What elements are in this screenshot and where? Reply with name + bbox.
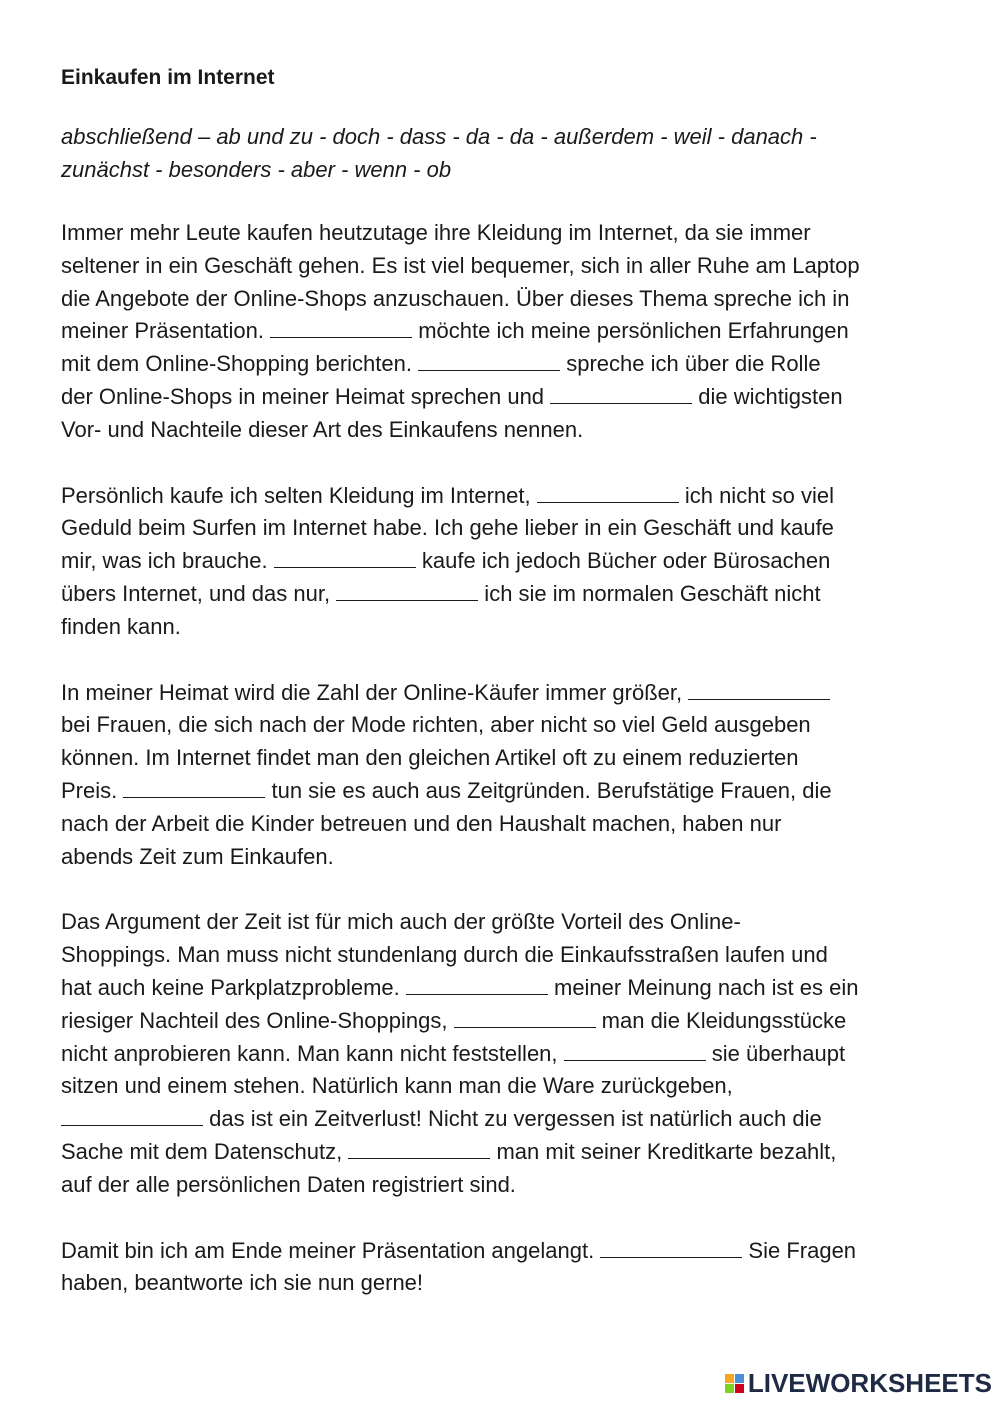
text-segment: Immer mehr Leute kaufen heutzutage ihre Kleidung im Internet, da sie immer xyxy=(61,220,811,245)
text-segment: Persönlich kaufe ich selten Kleidung im Internet, xyxy=(61,482,537,508)
text-segment: sitzen und einem stehen. Natürlich kann man die Ware zurückgeben, xyxy=(61,1073,733,1099)
gap-fill-blank[interactable] xyxy=(270,317,412,338)
text-line xyxy=(61,250,951,283)
text-line xyxy=(61,742,951,775)
logo-text: LIVEWORKSHEETS xyxy=(747,1368,992,1398)
worksheet-title: Einkaufen im Internet xyxy=(61,66,275,89)
word-bank-line: zunächst - besonders - aber - wenn - ob xyxy=(61,157,452,182)
text-segment: mir, was ich brauche. xyxy=(61,548,274,574)
text-line xyxy=(61,1103,951,1136)
text-segment: möchte ich meine persönlichen Erfahrungen xyxy=(412,318,849,344)
text-line xyxy=(61,972,951,1005)
text-segment: ich nicht so viel xyxy=(678,482,835,508)
text-line xyxy=(61,578,951,611)
text-line xyxy=(61,1070,951,1103)
text-line xyxy=(61,841,951,874)
text-line xyxy=(61,1005,951,1038)
logo-grid-icon xyxy=(725,1374,744,1393)
text-segment: das ist ein Zeitverlust! Nicht zu vergessen ist natürlich auch die xyxy=(203,1106,822,1132)
text-segment: meiner Präsentation. xyxy=(61,318,271,344)
text-segment: abends Zeit zum Einkaufen. xyxy=(61,843,334,869)
text-line xyxy=(61,1169,951,1202)
text-segment: man die Kleidungsstücke xyxy=(595,1007,847,1033)
text-segment: riesiger Nachteil des Online-Shoppings, xyxy=(61,1007,454,1033)
text-segment: seltener in ein Geschäft gehen. Es ist viel bequemer, sich in aller Ruhe am Laptop xyxy=(61,252,860,278)
text-line xyxy=(61,775,951,808)
text-line xyxy=(61,348,951,381)
text-segment: übers Internet, und das nur, xyxy=(61,580,337,606)
text-segment: finden kann. xyxy=(61,613,181,639)
text-segment: Damit bin ich am Ende meiner Präsentation angelangt. xyxy=(61,1237,601,1263)
text-segment: sie überhaupt xyxy=(705,1040,846,1066)
text-segment: spreche ich über die Rolle xyxy=(560,351,821,377)
text-segment: Sache mit dem Datenschutz, xyxy=(61,1138,349,1164)
gap-fill-blank[interactable] xyxy=(600,1237,742,1258)
text-line xyxy=(61,1267,951,1300)
text-line xyxy=(61,906,951,939)
text-segment: man mit seiner Kreditkarte bezahlt, xyxy=(490,1138,837,1164)
gap-fill-blank[interactable] xyxy=(336,580,478,601)
gap-fill-blank[interactable] xyxy=(348,1138,490,1159)
logo-square xyxy=(725,1384,734,1393)
paragraph xyxy=(61,906,951,1201)
logo-square xyxy=(735,1374,744,1383)
text-segment: mit dem Online-Shopping berichten. xyxy=(61,351,419,377)
text-segment: Vor- und Nachteile dieser Art des Einkaufens nennen. xyxy=(61,416,584,442)
gap-fill-blank[interactable] xyxy=(564,1040,706,1061)
text-line xyxy=(61,315,951,348)
text-line xyxy=(61,709,951,742)
text-segment: meiner Meinung nach ist es ein xyxy=(547,974,859,1000)
text-segment: In meiner Heimat wird die Zahl der Online-Käufer immer größer, xyxy=(61,679,689,705)
text-line xyxy=(61,939,951,972)
paragraph xyxy=(61,677,951,874)
text-segment: Geduld beim Surfen im Internet habe. Ich gehe lieber in ein Geschäft und kaufe xyxy=(61,515,834,541)
text-segment: kaufe ich jedoch Bücher oder Bürosachen xyxy=(415,548,831,574)
gap-fill-blank[interactable] xyxy=(454,1007,596,1028)
text-segment: Preis. xyxy=(61,777,124,803)
logo-square xyxy=(725,1374,734,1383)
text-line xyxy=(61,217,951,250)
text-segment: bei Frauen, die sich nach der Mode richten, aber nicht so viel Geld ausgeben xyxy=(61,712,811,738)
text-segment: tun sie es auch aus Zeitgründen. Berufstätige Frauen, die xyxy=(265,777,832,803)
word-bank xyxy=(61,120,951,186)
text-segment: nicht anprobieren kann. Man kann nicht feststellen, xyxy=(61,1040,564,1066)
text-line xyxy=(61,611,951,644)
word-bank-line: abschließend – ab und zu - doch - dass - da - da - außerdem - weil - danach - xyxy=(61,124,817,149)
text-line xyxy=(61,480,951,513)
text-segment: ich sie im normalen Geschäft nicht xyxy=(478,580,821,606)
text-body xyxy=(61,217,951,1300)
text-segment: die Angebote der Online-Shops anzuschauen. Über dieses Thema spreche ich in xyxy=(61,285,850,311)
paragraph xyxy=(61,1235,951,1301)
text-line xyxy=(61,1038,951,1071)
paragraph xyxy=(61,217,951,447)
text-segment: hat auch keine Parkplatzprobleme. xyxy=(61,974,406,1000)
text-line xyxy=(61,677,951,710)
text-segment: Shoppings. Man muss nicht stundenlang durch die Einkaufsstraßen laufen und xyxy=(61,942,828,968)
text-segment: die wichtigsten xyxy=(692,383,843,409)
text-segment: auf der alle persönlichen Daten registriert sind. xyxy=(61,1171,516,1197)
logo-square xyxy=(735,1384,744,1393)
gap-fill-blank[interactable] xyxy=(61,1105,203,1126)
text-line xyxy=(61,808,951,841)
text-line xyxy=(61,283,951,316)
gap-fill-blank[interactable] xyxy=(550,383,692,404)
text-line xyxy=(61,1235,951,1268)
liveworksheets-logo xyxy=(725,1368,992,1399)
gap-fill-blank[interactable] xyxy=(537,482,679,503)
text-line xyxy=(61,381,951,414)
gap-fill-blank[interactable] xyxy=(688,679,830,700)
text-line xyxy=(61,545,951,578)
text-segment: haben, beantworte ich sie nun gerne! xyxy=(61,1270,424,1296)
text-segment: nach der Arbeit die Kinder betreuen und den Haushalt machen, haben nur xyxy=(61,810,782,836)
gap-fill-blank[interactable] xyxy=(406,974,548,995)
text-segment: der Online-Shops in meiner Heimat sprechen und xyxy=(61,383,551,409)
worksheet xyxy=(61,62,951,1333)
gap-fill-blank[interactable] xyxy=(123,777,265,798)
paragraph xyxy=(61,480,951,644)
text-segment: Sie Fragen xyxy=(742,1237,857,1263)
gap-fill-blank[interactable] xyxy=(418,350,560,371)
text-segment: Das Argument der Zeit ist für mich auch der größte Vorteil des Online- xyxy=(61,909,741,935)
text-line xyxy=(61,512,951,545)
text-segment: können. Im Internet findet man den gleichen Artikel oft zu einem reduzierten xyxy=(61,745,799,771)
text-line xyxy=(61,1136,951,1169)
text-line xyxy=(61,414,951,447)
gap-fill-blank[interactable] xyxy=(274,547,416,568)
